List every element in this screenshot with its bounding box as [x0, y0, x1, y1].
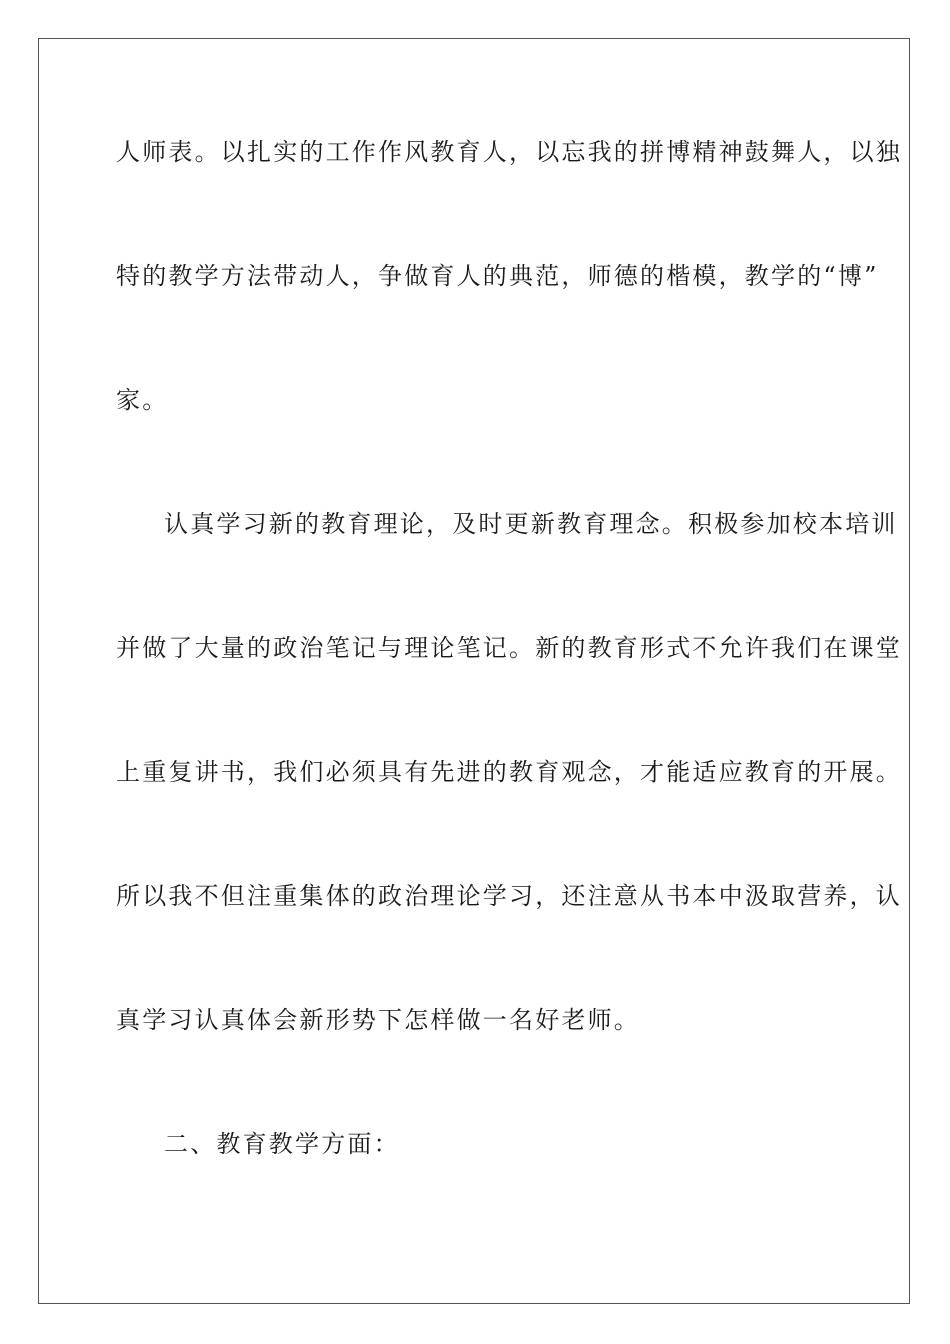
text-line: 所以我不但注重集体的政治理论学习，还注意从书本中汲取营养，认: [116, 882, 902, 910]
page-border: [38, 38, 910, 1304]
paragraph-start-line: 认真学习新的教育理论，及时更新教育理念。积极参加校本培训: [164, 510, 898, 538]
text-line: 上重复讲书，我们必须具有先进的教育观念，才能适应教育的开展。: [116, 758, 902, 786]
text-line: 人师表。以扎实的工作作风教育人，以忘我的拼博精神鼓舞人，以独: [116, 138, 902, 166]
section-heading: 二、教育教学方面：: [164, 1130, 400, 1158]
text-line: 特的教学方法带动人，争做育人的典范，师德的楷模，教学的“博”: [116, 262, 879, 290]
text-line: 家。: [116, 386, 169, 414]
text-line: 真学习认真体会新形势下怎样做一名好老师。: [116, 1006, 640, 1034]
text-line: 并做了大量的政治笔记与理论笔记。新的教育形式不允许我们在课堂: [116, 634, 902, 662]
